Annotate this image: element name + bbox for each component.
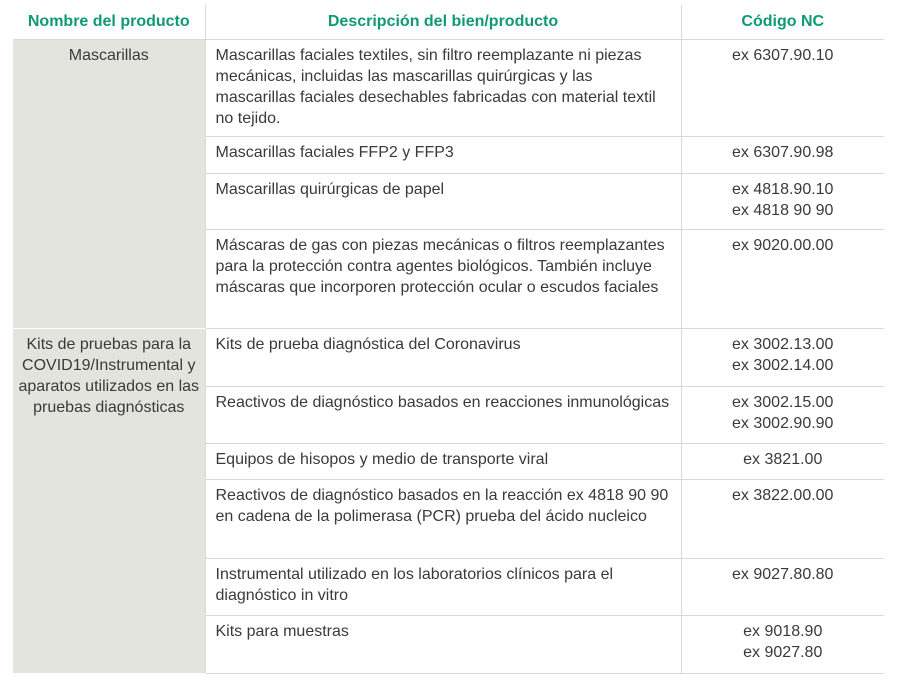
product-table-container	[13, 5, 884, 674]
nc-code-value: ex 4818.90.10	[732, 181, 834, 198]
product-table	[13, 5, 884, 674]
description-cell	[205, 444, 681, 480]
nc-code-cell	[681, 387, 884, 444]
nc-code-cell	[681, 444, 884, 480]
nc-code-value: ex 3002.90.90	[732, 415, 834, 432]
description-text: Reactivos de diagnóstico basados en la reacción ex 4818 90 90 en cadena de la polimerasa (PCR) prueba del ácido nucleico	[215, 487, 669, 525]
description-text: Mascarillas faciales FFP2 y FFP3	[215, 144, 454, 161]
nc-code-value: ex 9018.90	[743, 623, 823, 640]
description-cell	[205, 230, 681, 329]
nc-code-value: ex 4818 90 90	[732, 202, 834, 219]
header-nc-code: Código NC	[681, 5, 884, 40]
nc-code-cell	[681, 230, 884, 329]
nc-code-value: ex 9027.80	[743, 644, 823, 661]
description-cell	[205, 616, 681, 674]
nc-code-value: ex 9020.00.00	[732, 237, 834, 254]
description-cell	[205, 480, 681, 559]
nc-code-cell	[681, 559, 884, 616]
table-body	[13, 40, 884, 674]
description-cell	[205, 559, 681, 616]
product-name-cell: Kits de pruebas para la COVID19/Instrumental y aparatos utilizados en las pruebas diagnósticas	[13, 329, 205, 674]
description-text: Equipos de hisopos y medio de transporte viral	[215, 451, 549, 468]
nc-code-value: ex 3002.14.00	[732, 357, 834, 374]
description-cell	[205, 329, 681, 387]
description-text: Mascarillas quirúrgicas de papel	[215, 181, 445, 198]
nc-code-cell	[681, 480, 884, 559]
nc-code-value: ex 6307.90.98	[732, 144, 834, 161]
table-row	[13, 329, 884, 387]
header-product-name: Nombre del producto	[13, 5, 205, 40]
description-cell	[205, 387, 681, 444]
description-text: Instrumental utilizado en los laboratorios clínicos para el diagnóstico in vitro	[215, 566, 614, 604]
nc-code-cell	[681, 174, 884, 230]
product-name-cell: Mascarillas	[13, 40, 205, 329]
nc-code-value: ex 3002.15.00	[732, 394, 834, 411]
nc-code-value: ex 6307.90.10	[732, 47, 834, 64]
description-text: Kits para muestras	[215, 623, 349, 640]
nc-code-cell	[681, 616, 884, 674]
nc-code-value: ex 3822.00.00	[732, 487, 834, 504]
description-text: Máscaras de gas con piezas mecánicas o filtros reemplazantes para la protección contra agentes biológicos. También incluye máscaras que incorporen protección ocular o escudos faciales	[215, 237, 665, 296]
header-description: Descripción del bien/producto	[205, 5, 681, 40]
nc-code-value: ex 3821.00	[743, 451, 823, 468]
description-cell	[205, 40, 681, 137]
description-text: Reactivos de diagnóstico basados en reacciones inmunológicas	[215, 394, 670, 411]
nc-code-cell	[681, 329, 884, 387]
description-cell	[205, 137, 681, 174]
nc-code-value: ex 3002.13.00	[732, 336, 834, 353]
description-cell	[205, 174, 681, 230]
header-row	[13, 5, 884, 40]
table-row	[13, 40, 884, 137]
description-text: Kits de prueba diagnóstica del Coronavirus	[215, 336, 521, 353]
nc-code-value: ex 9027.80.80	[732, 566, 834, 583]
description-text: Mascarillas faciales textiles, sin filtro reemplazante ni piezas mecánicas, incluidas las mascarillas quirúrgicas y las mascarillas faciales desechables fabricadas con material textil no tejido.	[215, 47, 656, 127]
table-header	[13, 5, 884, 40]
nc-code-cell	[681, 40, 884, 137]
nc-code-cell	[681, 137, 884, 174]
